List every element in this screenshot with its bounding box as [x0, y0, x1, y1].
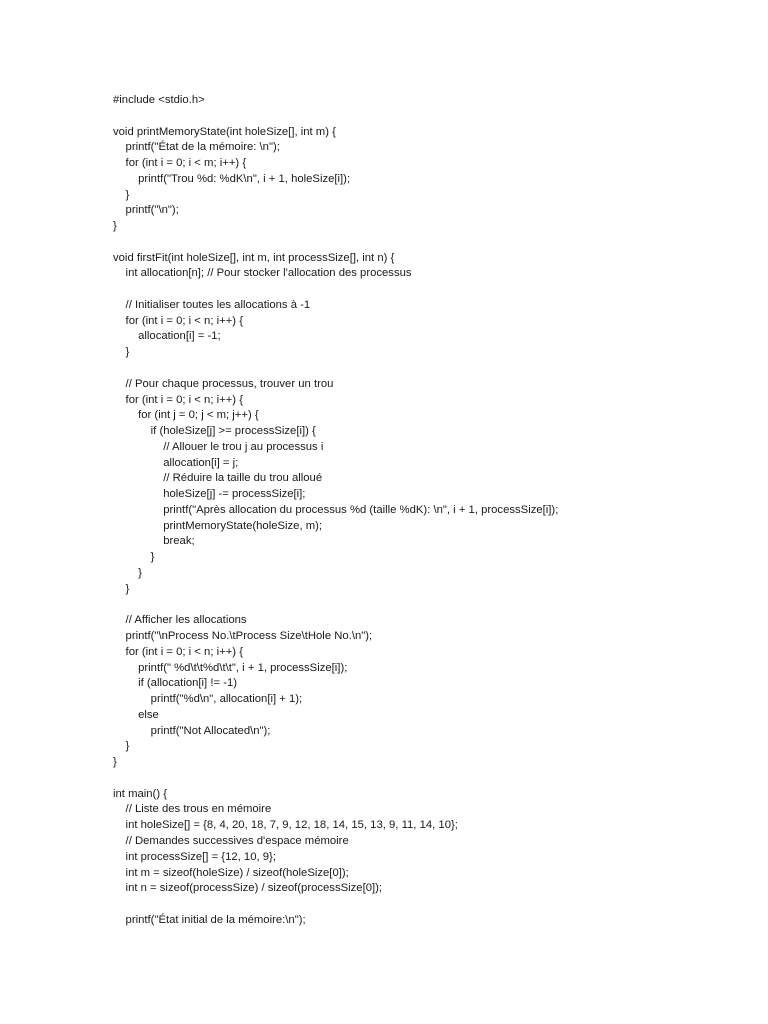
- code-line: }: [113, 566, 142, 579]
- code-line: else: [113, 708, 159, 721]
- code-line: // Demandes successives d'espace mémoire: [113, 834, 349, 847]
- code-line: for (int i = 0; i < n; i++) {: [113, 645, 243, 658]
- code-line: // Réduire la taille du trou alloué: [113, 472, 323, 485]
- code-line: // Liste des trous en mémoire: [113, 803, 272, 816]
- code-line: }: [113, 220, 117, 233]
- code-line: int main() {: [113, 787, 167, 800]
- code-line: void printMemoryState(int holeSize[], int m) {: [113, 125, 336, 138]
- code-line: printf(" %d\t\t%d\t\t", i + 1, processSize[i]);: [113, 661, 348, 674]
- code-listing: [113, 93, 558, 929]
- code-line: // Initialiser toutes les allocations à -1: [113, 298, 311, 311]
- code-line: // Pour chaque processus, trouver un trou: [113, 377, 334, 390]
- code-line: allocation[i] = -1;: [113, 330, 221, 343]
- code-line: if (holeSize[j] >= processSize[i]) {: [113, 425, 316, 438]
- code-line: }: [113, 346, 130, 359]
- code-line: #include <stdio.h>: [113, 94, 205, 106]
- code-line: // Allouer le trou j au processus i: [113, 440, 324, 453]
- blank-line: [113, 598, 558, 614]
- code-line: }: [113, 582, 130, 595]
- code-line: printf("\n");: [113, 204, 179, 217]
- code-line: for (int i = 0; i < n; i++) {: [113, 314, 243, 327]
- code-line: int holeSize[] = {8, 4, 20, 18, 7, 9, 12, 18, 14, 15, 13, 9, 11, 14, 10};: [113, 819, 458, 832]
- code-line: allocation[i] = j;: [113, 456, 239, 469]
- code-line: holeSize[j] -= processSize[i];: [113, 488, 306, 501]
- code-line: printf("%d\n", allocation[i] + 1);: [113, 693, 303, 706]
- code-line: void firstFit(int holeSize[], int m, int processSize[], int n) {: [113, 251, 395, 264]
- code-line: printf("État initial de la mémoire:\n");: [113, 913, 306, 926]
- code-line: printf("Trou %d: %dK\n", i + 1, holeSize[i]);: [113, 172, 351, 185]
- code-line: int m = sizeof(holeSize) / sizeof(holeSize[0]);: [113, 866, 349, 879]
- code-line: break;: [113, 535, 195, 548]
- code-line: printMemoryState(holeSize, m);: [113, 519, 323, 532]
- code-line: for (int j = 0; j < m; j++) {: [113, 409, 259, 422]
- blank-line: [113, 897, 558, 913]
- blank-line: [113, 282, 558, 298]
- code-line: }: [113, 756, 117, 769]
- code-line: for (int i = 0; i < n; i++) {: [113, 393, 243, 406]
- blank-line: [113, 361, 558, 377]
- code-line: for (int i = 0; i < m; i++) {: [113, 157, 247, 170]
- code-line: }: [113, 740, 130, 753]
- blank-line: [113, 235, 558, 251]
- blank-line: [113, 109, 558, 125]
- code-line: int n = sizeof(processSize) / sizeof(processSize[0]);: [113, 882, 383, 895]
- code-line: int allocation[n]; // Pour stocker l'allocation des processus: [113, 267, 412, 280]
- code-line: printf("Après allocation du processus %d (taille %dK): \n", i + 1, processSize[i]);: [113, 503, 559, 516]
- blank-line: [113, 771, 558, 787]
- code-line: if (allocation[i] != -1): [113, 677, 237, 690]
- code-line: int processSize[] = {12, 10, 9};: [113, 850, 276, 863]
- code-line: }: [113, 188, 130, 201]
- code-line: printf("Not Allocated\n");: [113, 724, 271, 737]
- code-line: printf("État de la mémoire: \n");: [113, 141, 280, 154]
- code-line: }: [113, 551, 155, 564]
- code-line: printf("\nProcess No.\tProcess Size\tHole No.\n");: [113, 630, 373, 643]
- code-line: // Afficher les allocations: [113, 614, 247, 627]
